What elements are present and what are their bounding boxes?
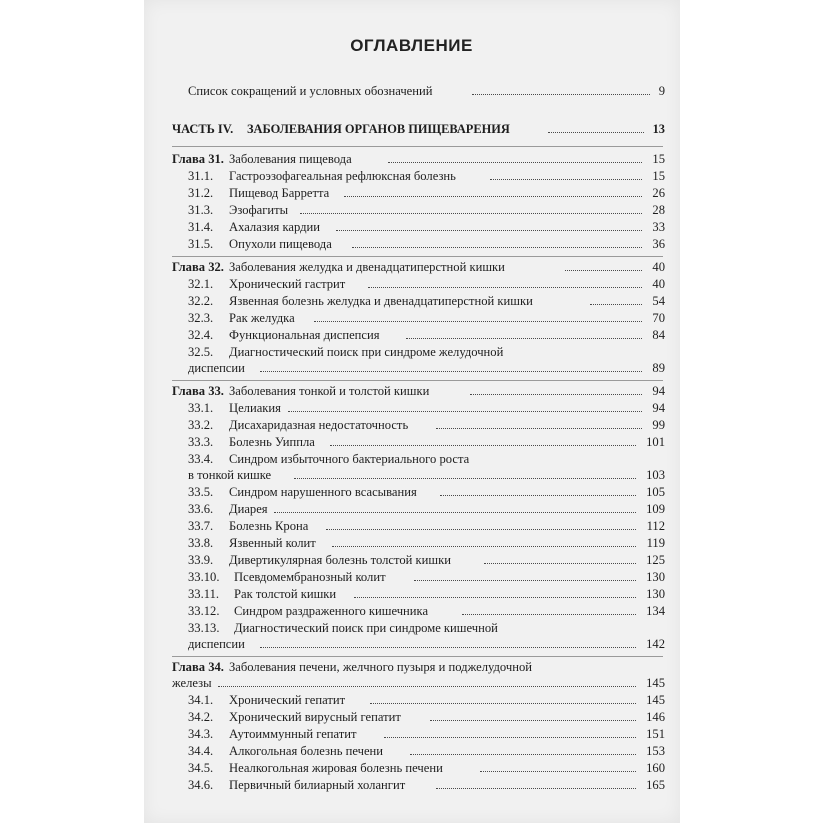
section-title: Рак желудка xyxy=(229,311,295,325)
toc-entry-32-4[interactable] xyxy=(0,326,823,344)
toc-entry-33-9[interactable] xyxy=(0,551,823,569)
section-number: 33.2. xyxy=(188,418,214,432)
page-number: 84 xyxy=(652,328,665,342)
dot-leader xyxy=(344,196,642,197)
chapter-title: Заболевания пищевода xyxy=(229,152,352,166)
page-number: 119 xyxy=(646,536,665,550)
section-number: 32.3. xyxy=(188,311,214,325)
toc-entry-32-5-cont[interactable] xyxy=(0,359,823,377)
toc-entry-34-2[interactable] xyxy=(0,708,823,726)
toc-entry-33-10[interactable] xyxy=(0,568,823,586)
page-number: 13 xyxy=(652,122,665,136)
page-number: 33 xyxy=(652,220,665,234)
dot-leader xyxy=(274,512,636,513)
dot-leader xyxy=(472,94,650,95)
section-number: 34.5. xyxy=(188,761,214,775)
section-title: Язвенная болезнь желудка и двенадцатиперстной кишки xyxy=(229,294,533,308)
section-title: Синдром нарушенного всасывания xyxy=(229,485,417,499)
page-number: 99 xyxy=(652,418,665,432)
page-number: 94 xyxy=(652,401,665,415)
section-number: 34.4. xyxy=(188,744,214,758)
toc-entry-34-5[interactable] xyxy=(0,759,823,777)
section-number: 32.2. xyxy=(188,294,214,308)
section-title: Аутоиммунный гепатит xyxy=(229,727,357,741)
section-number: 33.13. xyxy=(188,621,220,635)
section-number: 32.4. xyxy=(188,328,214,342)
page-number: 145 xyxy=(646,693,665,707)
dot-leader xyxy=(336,230,642,231)
section-number: 33.8. xyxy=(188,536,214,550)
section-title-continuation: диспепсии xyxy=(188,637,245,651)
toc-entry-33-13-cont[interactable] xyxy=(0,635,823,653)
toc-entry-31-3[interactable] xyxy=(0,201,823,219)
dot-leader xyxy=(332,546,636,547)
page-number: 112 xyxy=(646,519,665,533)
section-number: 34.6. xyxy=(188,778,214,792)
page-number: 15 xyxy=(652,152,665,166)
section-divider xyxy=(172,380,663,381)
chapter-title-continuation: железы xyxy=(172,676,212,690)
toc-entry-31-2[interactable] xyxy=(0,184,823,202)
page-number: 94 xyxy=(652,384,665,398)
page-number: 142 xyxy=(646,637,665,651)
section-number: 33.9. xyxy=(188,553,214,567)
page-number: 40 xyxy=(652,277,665,291)
section-title: Эзофагиты xyxy=(229,203,289,217)
dot-leader xyxy=(440,495,636,496)
toc-entry-34-6[interactable] xyxy=(0,776,823,794)
part-title: ЗАБОЛЕВАНИЯ ОРГАНОВ ПИЩЕВАРЕНИЯ xyxy=(247,122,510,136)
toc-entry-33-4-cont[interactable] xyxy=(0,466,823,484)
dot-leader xyxy=(354,597,636,598)
toc-entry-33-11[interactable] xyxy=(0,585,823,603)
page-number: 109 xyxy=(646,502,665,516)
page-number: 146 xyxy=(646,710,665,724)
page-number: 9 xyxy=(658,84,665,98)
section-title: Неалкогольная жировая болезнь печени xyxy=(229,761,443,775)
dot-leader xyxy=(330,445,636,446)
section-number: 31.3. xyxy=(188,203,214,217)
dot-leader xyxy=(218,686,636,687)
section-number: 33.7. xyxy=(188,519,214,533)
dot-leader xyxy=(388,162,642,163)
dot-leader xyxy=(294,478,636,479)
dot-leader xyxy=(288,411,642,412)
page-number: 134 xyxy=(646,604,665,618)
dot-leader xyxy=(406,338,642,339)
dot-leader xyxy=(548,132,644,133)
section-title: Пищевод Барретта xyxy=(229,186,330,200)
page-number: 54 xyxy=(652,294,665,308)
toc-entry-33-1[interactable] xyxy=(0,399,823,417)
section-title: Болезнь Крона xyxy=(229,519,309,533)
section-divider xyxy=(172,146,663,147)
section-number: 33.12. xyxy=(188,604,220,618)
section-number: 32.5. xyxy=(188,345,214,359)
toc-entry-32-1[interactable] xyxy=(0,275,823,293)
chapter-number: Глава 32. xyxy=(172,260,224,274)
section-number: 34.2. xyxy=(188,710,214,724)
page-number: 36 xyxy=(652,237,665,251)
toc-entry-34-4[interactable] xyxy=(0,742,823,760)
toc-entry-chapter-32[interactable] xyxy=(0,258,823,276)
page-number: 130 xyxy=(646,587,665,601)
toc-entry-chapter-33[interactable] xyxy=(0,382,823,400)
section-title: Функциональная диспепсия xyxy=(229,328,380,342)
toc-entry-33-5[interactable] xyxy=(0,483,823,501)
toc-entry-part-iv[interactable] xyxy=(0,120,823,138)
section-divider xyxy=(172,256,663,257)
toc-entry-34-3[interactable] xyxy=(0,725,823,743)
toc-entry-33-6[interactable] xyxy=(0,500,823,518)
entry-text: Список сокращений и условных обозначений xyxy=(188,84,433,98)
chapter-number: Глава 34. xyxy=(172,660,224,674)
toc-entry-31-4[interactable] xyxy=(0,218,823,236)
section-title: Язвенный колит xyxy=(229,536,316,550)
section-number: 32.1. xyxy=(188,277,214,291)
section-title: Синдром избыточного бактериального роста xyxy=(229,452,470,466)
toc-entry-33-8[interactable] xyxy=(0,534,823,552)
dot-leader xyxy=(352,247,642,248)
page-number: 28 xyxy=(652,203,665,217)
dot-leader xyxy=(430,720,636,721)
dot-leader xyxy=(484,563,636,564)
section-title: Опухоли пищевода xyxy=(229,237,332,251)
toc-entry-chapter-34-cont[interactable] xyxy=(0,674,823,692)
section-number: 31.2. xyxy=(188,186,214,200)
section-title: Дисахаридазная недостаточность xyxy=(229,418,409,432)
toc-entry-32-2[interactable] xyxy=(0,292,823,310)
section-title: Болезнь Уиппла xyxy=(229,435,315,449)
section-number: 33.1. xyxy=(188,401,214,415)
section-number: 34.1. xyxy=(188,693,214,707)
toc-entry-31-1[interactable] xyxy=(0,167,823,185)
section-title: Псевдомембранозный колит xyxy=(234,570,386,584)
page-number: 70 xyxy=(652,311,665,325)
section-title: Диагностический поиск при синдроме кишечной xyxy=(234,621,498,635)
section-title: Дивертикулярная болезнь толстой кишки xyxy=(229,553,451,567)
dot-leader xyxy=(470,394,642,395)
section-title: Хронический гастрит xyxy=(229,277,346,291)
chapter-number: Глава 33. xyxy=(172,384,224,398)
dot-leader xyxy=(370,703,636,704)
page-number: 160 xyxy=(646,761,665,775)
chapter-number: Глава 31. xyxy=(172,152,224,166)
toc-entry-31-5[interactable] xyxy=(0,235,823,253)
toc-entry-33-2[interactable] xyxy=(0,416,823,434)
section-title: Первичный билиарный холангит xyxy=(229,778,406,792)
section-number: 34.3. xyxy=(188,727,214,741)
toc-entry-33-3[interactable] xyxy=(0,433,823,451)
page-number: 103 xyxy=(646,468,665,482)
dot-leader xyxy=(565,270,642,271)
section-number: 33.4. xyxy=(188,452,214,466)
toc-entry-34-1[interactable] xyxy=(0,691,823,709)
section-number: 31.4. xyxy=(188,220,214,234)
chapter-title: Заболевания печени, желчного пузыря и поджелудочной xyxy=(229,660,532,674)
section-title: Целиакия xyxy=(229,401,281,415)
section-title: Рак толстой кишки xyxy=(234,587,337,601)
dot-leader xyxy=(436,428,642,429)
page-number: 130 xyxy=(646,570,665,584)
section-number: 33.11. xyxy=(188,587,220,601)
dot-leader xyxy=(480,771,636,772)
toc-entry-abbreviations[interactable] xyxy=(0,82,823,100)
section-number: 33.6. xyxy=(188,502,214,516)
section-title: Диагностический поиск при синдроме желудочной xyxy=(229,345,504,359)
dot-leader xyxy=(260,371,642,372)
page-number: 125 xyxy=(646,553,665,567)
section-title-continuation: в тонкой кишке xyxy=(188,468,272,482)
section-divider xyxy=(172,656,663,657)
section-title: Гастроэзофагеальная рефлюксная болезнь xyxy=(229,169,456,183)
page-number: 89 xyxy=(652,361,665,375)
dot-leader xyxy=(260,647,636,648)
chapter-title: Заболевания желудка и двенадцатиперстной кишки xyxy=(229,260,505,274)
toc-entry-33-12[interactable] xyxy=(0,602,823,620)
section-title: Хронический вирусный гепатит xyxy=(229,710,401,724)
section-number: 31.5. xyxy=(188,237,214,251)
dot-leader xyxy=(590,304,642,305)
section-number: 33.10. xyxy=(188,570,220,584)
dot-leader xyxy=(314,321,642,322)
section-number: 33.5. xyxy=(188,485,214,499)
dot-leader xyxy=(410,754,636,755)
dot-leader xyxy=(414,580,636,581)
toc-entry-32-3[interactable] xyxy=(0,309,823,327)
page-number: 153 xyxy=(646,744,665,758)
dot-leader xyxy=(436,788,636,789)
dot-leader xyxy=(300,213,642,214)
toc-entry-chapter-31[interactable] xyxy=(0,150,823,168)
part-number: ЧАСТЬ IV. xyxy=(172,122,234,136)
page-number: 165 xyxy=(646,778,665,792)
page-number: 151 xyxy=(646,727,665,741)
page-number: 15 xyxy=(652,169,665,183)
section-title-continuation: диспепсии xyxy=(188,361,245,375)
dot-leader xyxy=(384,737,636,738)
section-title: Хронический гепатит xyxy=(229,693,346,707)
section-number: 31.1. xyxy=(188,169,214,183)
page-number: 105 xyxy=(646,485,665,499)
section-title: Алкогольная болезнь печени xyxy=(229,744,384,758)
chapter-title: Заболевания тонкой и толстой кишки xyxy=(229,384,430,398)
section-title: Синдром раздраженного кишечника xyxy=(234,604,429,618)
dot-leader xyxy=(490,179,642,180)
page-number: 101 xyxy=(646,435,665,449)
dot-leader xyxy=(368,287,642,288)
dot-leader xyxy=(326,529,636,530)
section-number: 33.3. xyxy=(188,435,214,449)
page-number: 40 xyxy=(652,260,665,274)
section-title: Ахалазия кардии xyxy=(229,220,320,234)
dot-leader xyxy=(462,614,636,615)
toc-entry-33-7[interactable] xyxy=(0,517,823,535)
section-title: Диарея xyxy=(229,502,268,516)
page-title: ОГЛАВЛЕНИЕ xyxy=(350,36,473,55)
page-number: 26 xyxy=(652,186,665,200)
page-number: 145 xyxy=(646,676,665,690)
